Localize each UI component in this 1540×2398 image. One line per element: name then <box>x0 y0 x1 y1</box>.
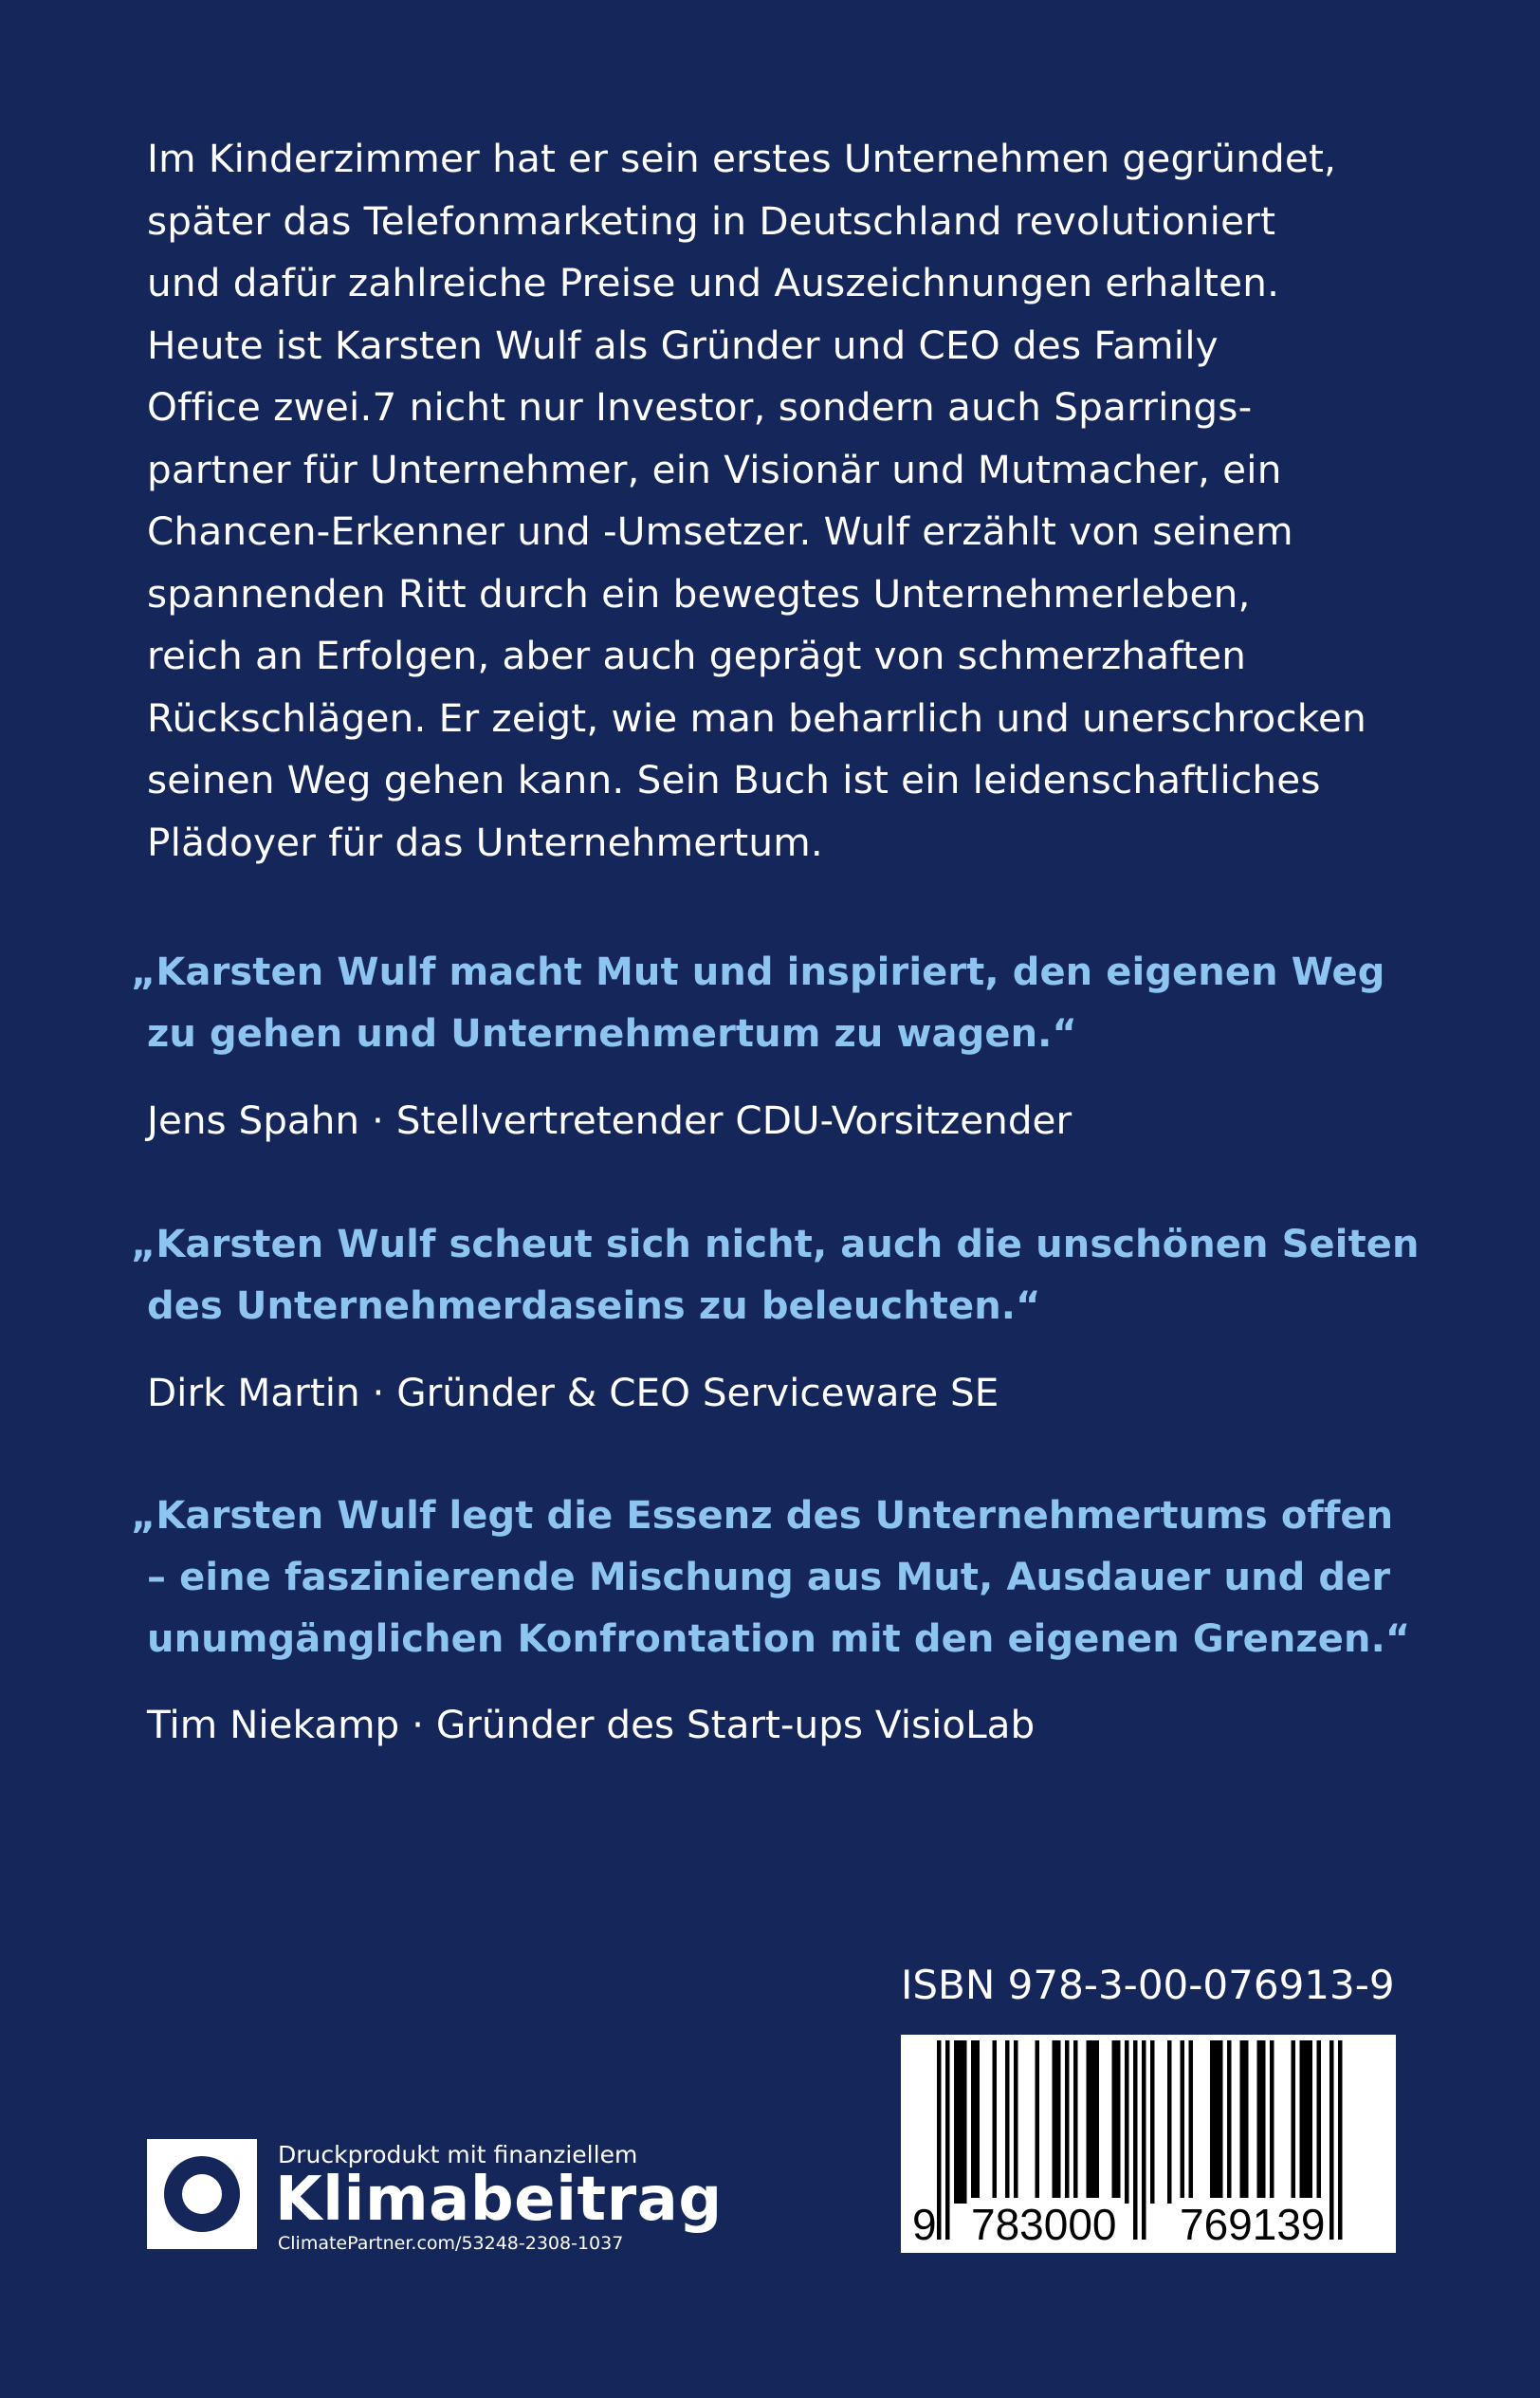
blurb-line: Heute ist Karsten Wulf als Gründer und CEO des Family <box>147 322 1219 368</box>
isbn-label: ISBN 978-3-00-076913-9 <box>901 1962 1395 2008</box>
quote-martin <box>131 1214 1439 1337</box>
quote-line: „Karsten Wulf legt die Essenz des Unternehmertums offen <box>131 1494 1394 1538</box>
barcode-bar <box>1215 2040 1219 2204</box>
blurb-line: partner für Unternehmer, ein Visionär und Mutmacher, ein <box>147 446 1282 492</box>
barcode-bar <box>1116 2040 1121 2204</box>
barcode-left-group: 783000 <box>967 2198 1121 2251</box>
barcode-bar <box>1005 2040 1010 2204</box>
quote-line: des Unternehmerdaseins zu beleuchten.“ <box>147 1284 1041 1328</box>
barcode-bar <box>1053 2040 1057 2204</box>
blurb-line: Rückschlägen. Er zeigt, wie man beharrlich und unerschrocken <box>147 694 1366 741</box>
barcode-bar <box>1112 2040 1117 2204</box>
barcode-bar <box>1036 2040 1040 2204</box>
barcode-bar <box>993 2040 998 2204</box>
blurb-line: reich an Erfolgen, aber auch geprägt von schmerzhaften <box>147 633 1247 678</box>
barcode-bar <box>954 2040 959 2204</box>
barcode-bar <box>1095 2040 1100 2204</box>
blurb-line: später das Telefonmarketing in Deutschland revolutioniert <box>147 197 1276 244</box>
quote-line: – eine faszinierende Mischung aus Mut, Ausdauer und der <box>147 1556 1391 1599</box>
barcode-right-group: 769139 <box>1176 2198 1329 2251</box>
logo-center <box>182 2174 222 2214</box>
blurb-line: Im Kinderzimmer hat er sein erstes Unternehmen gegründet, <box>147 136 1337 181</box>
barcode-bar <box>1091 2040 1095 2204</box>
quote-line: „Karsten Wulf scheut sich nicht, auch die unschönen Seiten <box>131 1223 1420 1266</box>
barcode-bar <box>1073 2040 1078 2204</box>
isbn-barcode <box>901 2035 1396 2253</box>
barcode-bar <box>959 2040 963 2204</box>
barcode-bar <box>1317 2040 1322 2204</box>
barcode-bar <box>1304 2040 1309 2204</box>
barcode-bar <box>1189 2040 1194 2204</box>
blurb-line: seinen Weg gehen kann. Sein Buch ist ein leidenschaftliches <box>147 757 1321 802</box>
barcode-bar <box>1219 2040 1223 2204</box>
climatepartner-ring-icon <box>147 2139 257 2249</box>
barcode-bar <box>1261 2040 1266 2204</box>
barcode-bar <box>1210 2040 1215 2204</box>
barcode-bar <box>1292 2040 1296 2204</box>
blurb-line: Office zwei.7 nicht nur Investor, sondern auch Sparrings- <box>147 384 1253 430</box>
climate-title: Klimabeitrag <box>275 2165 723 2235</box>
barcode-bar <box>1167 2040 1172 2204</box>
barcode-bar <box>1150 2040 1155 2204</box>
barcode-digits <box>901 2198 1396 2251</box>
quote-line: „Karsten Wulf macht Mut und inspiriert, den eigenen Weg <box>131 950 1385 994</box>
barcode-bar <box>1014 2040 1018 2204</box>
blurb-line: und dafür zahlreiche Preise und Auszeichnungen erhalten. <box>147 260 1280 305</box>
climate-top-line: Druckprodukt mit finanziellem <box>278 2141 638 2168</box>
barcode-bar <box>1227 2040 1232 2204</box>
barcode-bar <box>971 2040 976 2204</box>
blurb-line: Plädoyer für das Unternehmertum. <box>147 819 823 865</box>
barcode-bar <box>1257 2040 1262 2204</box>
barcode-bar <box>1300 2040 1305 2204</box>
barcode-bar <box>1181 2040 1185 2204</box>
quote-attribution: Tim Niekamp · Gründer des Start-ups VisioLab <box>147 1702 1036 1747</box>
barcode-first-digit: 9 <box>912 2200 937 2249</box>
quote-attribution: Jens Spahn · Stellvertretender CDU-Vorsitzender <box>147 1098 1072 1143</box>
quote-niekamp <box>131 1485 1439 1670</box>
quote-line: unumgänglichen Konfrontation mit den eigenen Grenzen.“ <box>147 1617 1411 1661</box>
barcode-bar <box>962 2040 967 2204</box>
climate-url: ClimatePartner.com/53248-2308-1037 <box>278 2233 624 2254</box>
blurb-line: spannenden Ritt durch ein bewegtes Unternehmerleben, <box>147 570 1251 617</box>
barcode-bar <box>1309 2040 1313 2204</box>
barcode-bar <box>1056 2040 1061 2204</box>
barcode-bar <box>1087 2040 1091 2204</box>
quote-attribution: Dirk Martin · Gründer & CEO Serviceware SE <box>147 1370 999 1415</box>
blurb-text <box>147 128 1408 874</box>
barcode-bar <box>1065 2040 1070 2204</box>
barcode-bar <box>1125 2040 1129 2204</box>
quote-spahn <box>131 942 1439 1065</box>
barcode-bar <box>1244 2040 1249 2204</box>
barcode-bar <box>976 2040 981 2204</box>
barcode-bar <box>1270 2040 1274 2204</box>
blurb-line: Chancen-Erkenner und -Umsetzer. Wulf erzählt von seinem <box>147 508 1293 554</box>
quote-line: zu gehen und Unternehmertum zu wagen.“ <box>147 1012 1077 1056</box>
barcode-bar <box>1240 2040 1245 2204</box>
